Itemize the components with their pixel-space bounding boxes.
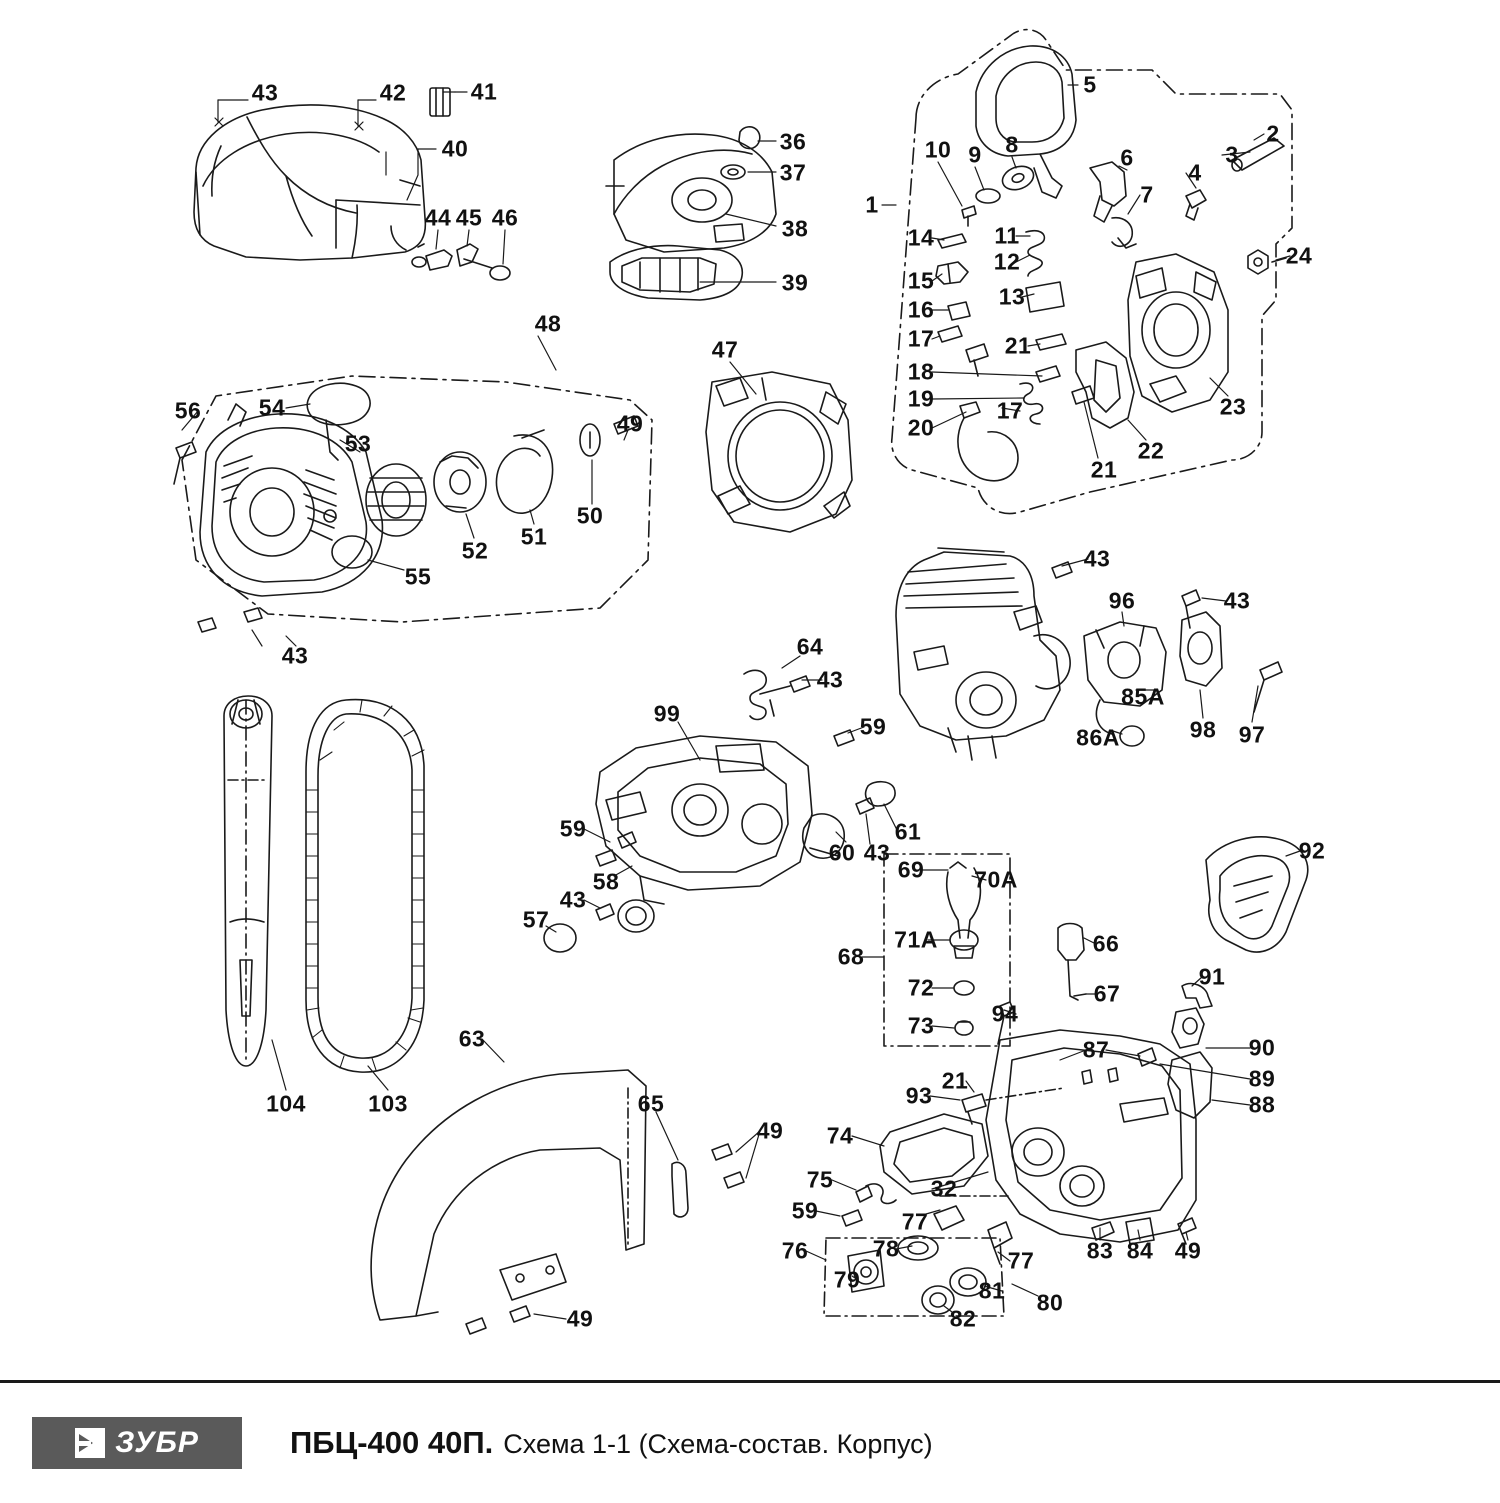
callout-70A: 70A <box>974 866 1018 893</box>
callout-77a: 77 <box>901 1208 929 1235</box>
callout-52: 52 <box>461 537 489 564</box>
callout-11: 11 <box>994 222 1020 249</box>
part-group-crankcase <box>544 670 895 952</box>
callout-17b: 17 <box>996 397 1024 424</box>
callout-21a: 21 <box>1004 332 1032 359</box>
callout-83: 83 <box>1086 1237 1114 1264</box>
brand-name: ЗУБР <box>115 1426 199 1459</box>
callout-49a: 49 <box>616 410 644 437</box>
part-group-bar-and-chain <box>224 696 424 1072</box>
callout-15: 15 <box>907 267 935 294</box>
callout-103: 103 <box>368 1090 408 1117</box>
callout-66: 66 <box>1092 930 1120 957</box>
zubr-arrow-logo-icon <box>75 1428 105 1458</box>
callout-64: 64 <box>796 633 824 660</box>
part-group-top-cover <box>194 88 510 280</box>
title-block <box>0 1380 1500 1503</box>
callout-96: 96 <box>1108 587 1136 614</box>
callout-72: 72 <box>907 974 935 1001</box>
callout-13: 13 <box>998 283 1026 310</box>
part-group-handle-cover <box>606 127 776 300</box>
part-group-front-handle <box>371 1070 744 1334</box>
callout-59c: 59 <box>791 1197 819 1224</box>
callout-48: 48 <box>534 310 562 337</box>
callout-63: 63 <box>458 1025 486 1052</box>
callout-47: 47 <box>711 336 739 363</box>
callout-20: 20 <box>907 414 935 441</box>
callout-51: 51 <box>520 523 548 550</box>
callout-39: 39 <box>781 269 809 296</box>
callout-53: 53 <box>344 430 372 457</box>
callout-19: 19 <box>907 385 935 412</box>
callout-54: 54 <box>258 394 286 421</box>
brand-logo <box>32 1417 242 1469</box>
callout-75: 75 <box>806 1166 834 1193</box>
callout-7: 7 <box>1140 181 1154 208</box>
callout-67: 67 <box>1093 980 1121 1007</box>
callout-92: 92 <box>1298 837 1326 864</box>
callout-37: 37 <box>779 159 807 186</box>
callout-18: 18 <box>907 358 935 385</box>
callout-1: 1 <box>865 191 879 218</box>
callout-6: 6 <box>1120 144 1134 171</box>
callout-49c: 49 <box>1174 1237 1202 1264</box>
callout-97: 97 <box>1238 721 1266 748</box>
callout-73: 73 <box>907 1012 935 1039</box>
callout-81: 81 <box>978 1277 1006 1304</box>
callout-17a: 17 <box>907 325 935 352</box>
callout-22: 22 <box>1137 437 1165 464</box>
callout-56: 56 <box>174 397 202 424</box>
callout-24: 24 <box>1285 242 1313 269</box>
callout-43e: 43 <box>816 666 844 693</box>
callout-43b: 43 <box>281 642 309 669</box>
callout-3: 3 <box>1225 141 1239 168</box>
callout-79: 79 <box>833 1266 861 1293</box>
callout-104: 104 <box>266 1090 306 1117</box>
callout-91: 91 <box>1198 963 1226 990</box>
callout-86A: 86A <box>1076 724 1120 751</box>
callout-12: 12 <box>993 248 1021 275</box>
callout-68: 68 <box>837 943 865 970</box>
callout-59b: 59 <box>559 815 587 842</box>
callout-49b: 49 <box>756 1117 784 1144</box>
model-title: ПБЦ-400 40П. <box>290 1425 494 1460</box>
callout-85A: 85A <box>1121 683 1165 710</box>
callout-84: 84 <box>1126 1237 1154 1264</box>
callout-4: 4 <box>1188 159 1202 186</box>
callout-9: 9 <box>968 141 982 168</box>
callout-41: 41 <box>470 78 498 105</box>
callout-43f: 43 <box>559 886 587 913</box>
callout-23: 23 <box>1219 393 1247 420</box>
callout-50: 50 <box>576 502 604 529</box>
callout-45: 45 <box>455 204 483 231</box>
callout-74: 74 <box>826 1122 854 1149</box>
callout-5: 5 <box>1083 71 1097 98</box>
callout-60: 60 <box>828 839 856 866</box>
callout-40: 40 <box>441 135 469 162</box>
callout-69: 69 <box>897 856 925 883</box>
callout-89: 89 <box>1248 1065 1276 1092</box>
callout-46: 46 <box>491 204 519 231</box>
callout-2: 2 <box>1266 120 1280 147</box>
callout-43: 43 <box>251 79 279 106</box>
callout-71A: 71A <box>894 926 938 953</box>
callout-49d: 49 <box>566 1305 594 1332</box>
callout-43g: 43 <box>863 839 891 866</box>
part-group-fan-housing <box>706 372 852 532</box>
callout-57: 57 <box>522 906 550 933</box>
callout-94: 94 <box>991 1000 1019 1027</box>
callout-10: 10 <box>924 136 952 163</box>
callout-61: 61 <box>894 818 922 845</box>
callout-59a: 59 <box>859 713 887 740</box>
callout-99: 99 <box>653 700 681 727</box>
callout-43c: 43 <box>1083 545 1111 572</box>
callout-80: 80 <box>1036 1289 1064 1316</box>
callout-78: 78 <box>872 1235 900 1262</box>
callout-16: 16 <box>907 296 935 323</box>
scheme-subtitle: Схема 1-1 (Схема-состав. Корпус) <box>503 1429 933 1459</box>
callout-90: 90 <box>1248 1034 1276 1061</box>
callout-8: 8 <box>1005 131 1019 158</box>
callout-44: 44 <box>424 204 452 231</box>
callout-65: 65 <box>637 1090 665 1117</box>
callout-98: 98 <box>1189 716 1217 743</box>
callout-87: 87 <box>1082 1036 1110 1063</box>
callout-42: 42 <box>379 79 407 106</box>
callout-21b: 21 <box>1090 456 1118 483</box>
callout-93: 93 <box>905 1082 933 1109</box>
callout-82: 82 <box>949 1305 977 1332</box>
callout-76: 76 <box>781 1237 809 1264</box>
callout-43d: 43 <box>1223 587 1251 614</box>
callout-58: 58 <box>592 868 620 895</box>
callout-14: 14 <box>907 224 935 251</box>
part-group-brake-assembly <box>892 30 1292 514</box>
callout-55: 55 <box>404 563 432 590</box>
callout-38: 38 <box>781 215 809 242</box>
callout-36: 36 <box>779 128 807 155</box>
callout-77b: 77 <box>1007 1247 1035 1274</box>
callout-32: 32 <box>930 1175 958 1202</box>
callout-88: 88 <box>1248 1091 1276 1118</box>
callout-21c: 21 <box>941 1067 969 1094</box>
